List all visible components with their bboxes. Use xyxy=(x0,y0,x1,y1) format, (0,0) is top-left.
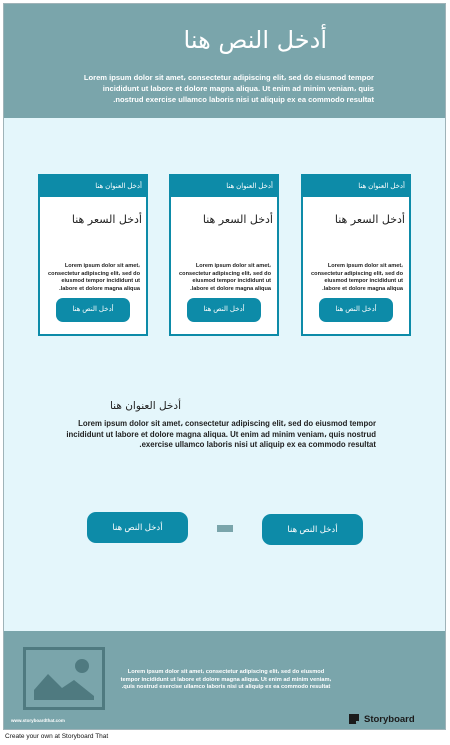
pricing-card-description: Lorem ipsum dolor sit amet، consectetur adipiscing elit، sed do eiusmod tempor incididunt ut labore et dolore magna aliqua. xyxy=(48,263,140,292)
section-paragraph: Lorem ipsum dolor sit amet، consectetur adipiscing elit، sed do eiusmod tempor incididunt ut labore et dolore magna aliqua. Ut enim ad minim veniam، quis nostrud exercise ullamco laboris nisi ut aliquip ex ea commodo resultat. xyxy=(66,419,376,449)
landscape-icon xyxy=(26,650,102,707)
pricing-card-2 xyxy=(169,174,279,336)
pricing-card-header: أدخل العنوان هنا xyxy=(40,176,146,197)
pricing-card-button[interactable]: أدخل النص هنا xyxy=(319,298,393,322)
pricing-card-button[interactable]: أدخل النص هنا xyxy=(187,298,261,322)
pricing-card-header: أدخل العنوان هنا xyxy=(303,176,409,197)
pricing-card-price: أدخل السعر هنا xyxy=(71,213,142,226)
cta-button-right[interactable]: أدخل النص هنا xyxy=(262,514,363,545)
footer-paragraph: Lorem ipsum dolor sit amet، consectetur adipiscing elit، sed do eiusmod tempor incididunt ut labore et dolore magna aliqua. Ut enim ad minim veniam، quis nostrud exercise ullamco laboris nisi ut aliquip ex ea commodo resultat. xyxy=(120,669,332,691)
site-url[interactable]: www.storyboardthat.com xyxy=(11,718,65,723)
storyboard-logo-icon xyxy=(348,713,360,725)
pricing-card-price: أدخل السعر هنا xyxy=(202,213,273,226)
poster-canvas xyxy=(3,3,446,730)
footer-band xyxy=(4,631,445,729)
pricing-card-description: Lorem ipsum dolor sit amet، consectetur adipiscing elit، sed do eiusmod tempor incididunt ut labore et dolore magna aliqua. xyxy=(179,263,271,292)
section-heading: أدخل العنوان هنا xyxy=(109,400,181,412)
image-placeholder-icon[interactable] xyxy=(23,647,105,710)
header-band xyxy=(4,4,445,118)
pricing-card-description: Lorem ipsum dolor sit amet، consectetur adipiscing elit، sed do eiusmod tempor incididunt ut labore et dolore magna aliqua. xyxy=(311,263,403,292)
pricing-card-3 xyxy=(301,174,411,336)
footer-caption-link[interactable]: Create your own at Storyboard That xyxy=(5,733,109,740)
header-paragraph: Lorem ipsum dolor sit amet، consectetur adipiscing elit، sed do eiusmod tempor incididunt ut labore et dolore magna aliqua. Ut enim ad minim veniam، quis nostrud exercise ullamco laboris nisi ut aliquip ex ea commodo resultat. xyxy=(83,73,374,104)
pricing-card-button[interactable]: أدخل النص هنا xyxy=(56,298,130,322)
pricing-card-price: أدخل السعر هنا xyxy=(334,213,405,226)
divider-bar xyxy=(217,525,233,532)
cta-button-left[interactable]: أدخل النص هنا xyxy=(87,512,188,543)
storyboard-logo-text: Storyboard xyxy=(364,713,415,725)
pricing-card-1 xyxy=(38,174,148,336)
pricing-card-header: أدخل العنوان هنا xyxy=(171,176,277,197)
page-title: أدخل النص هنا xyxy=(183,26,327,54)
storyboard-logo[interactable] xyxy=(348,711,415,727)
